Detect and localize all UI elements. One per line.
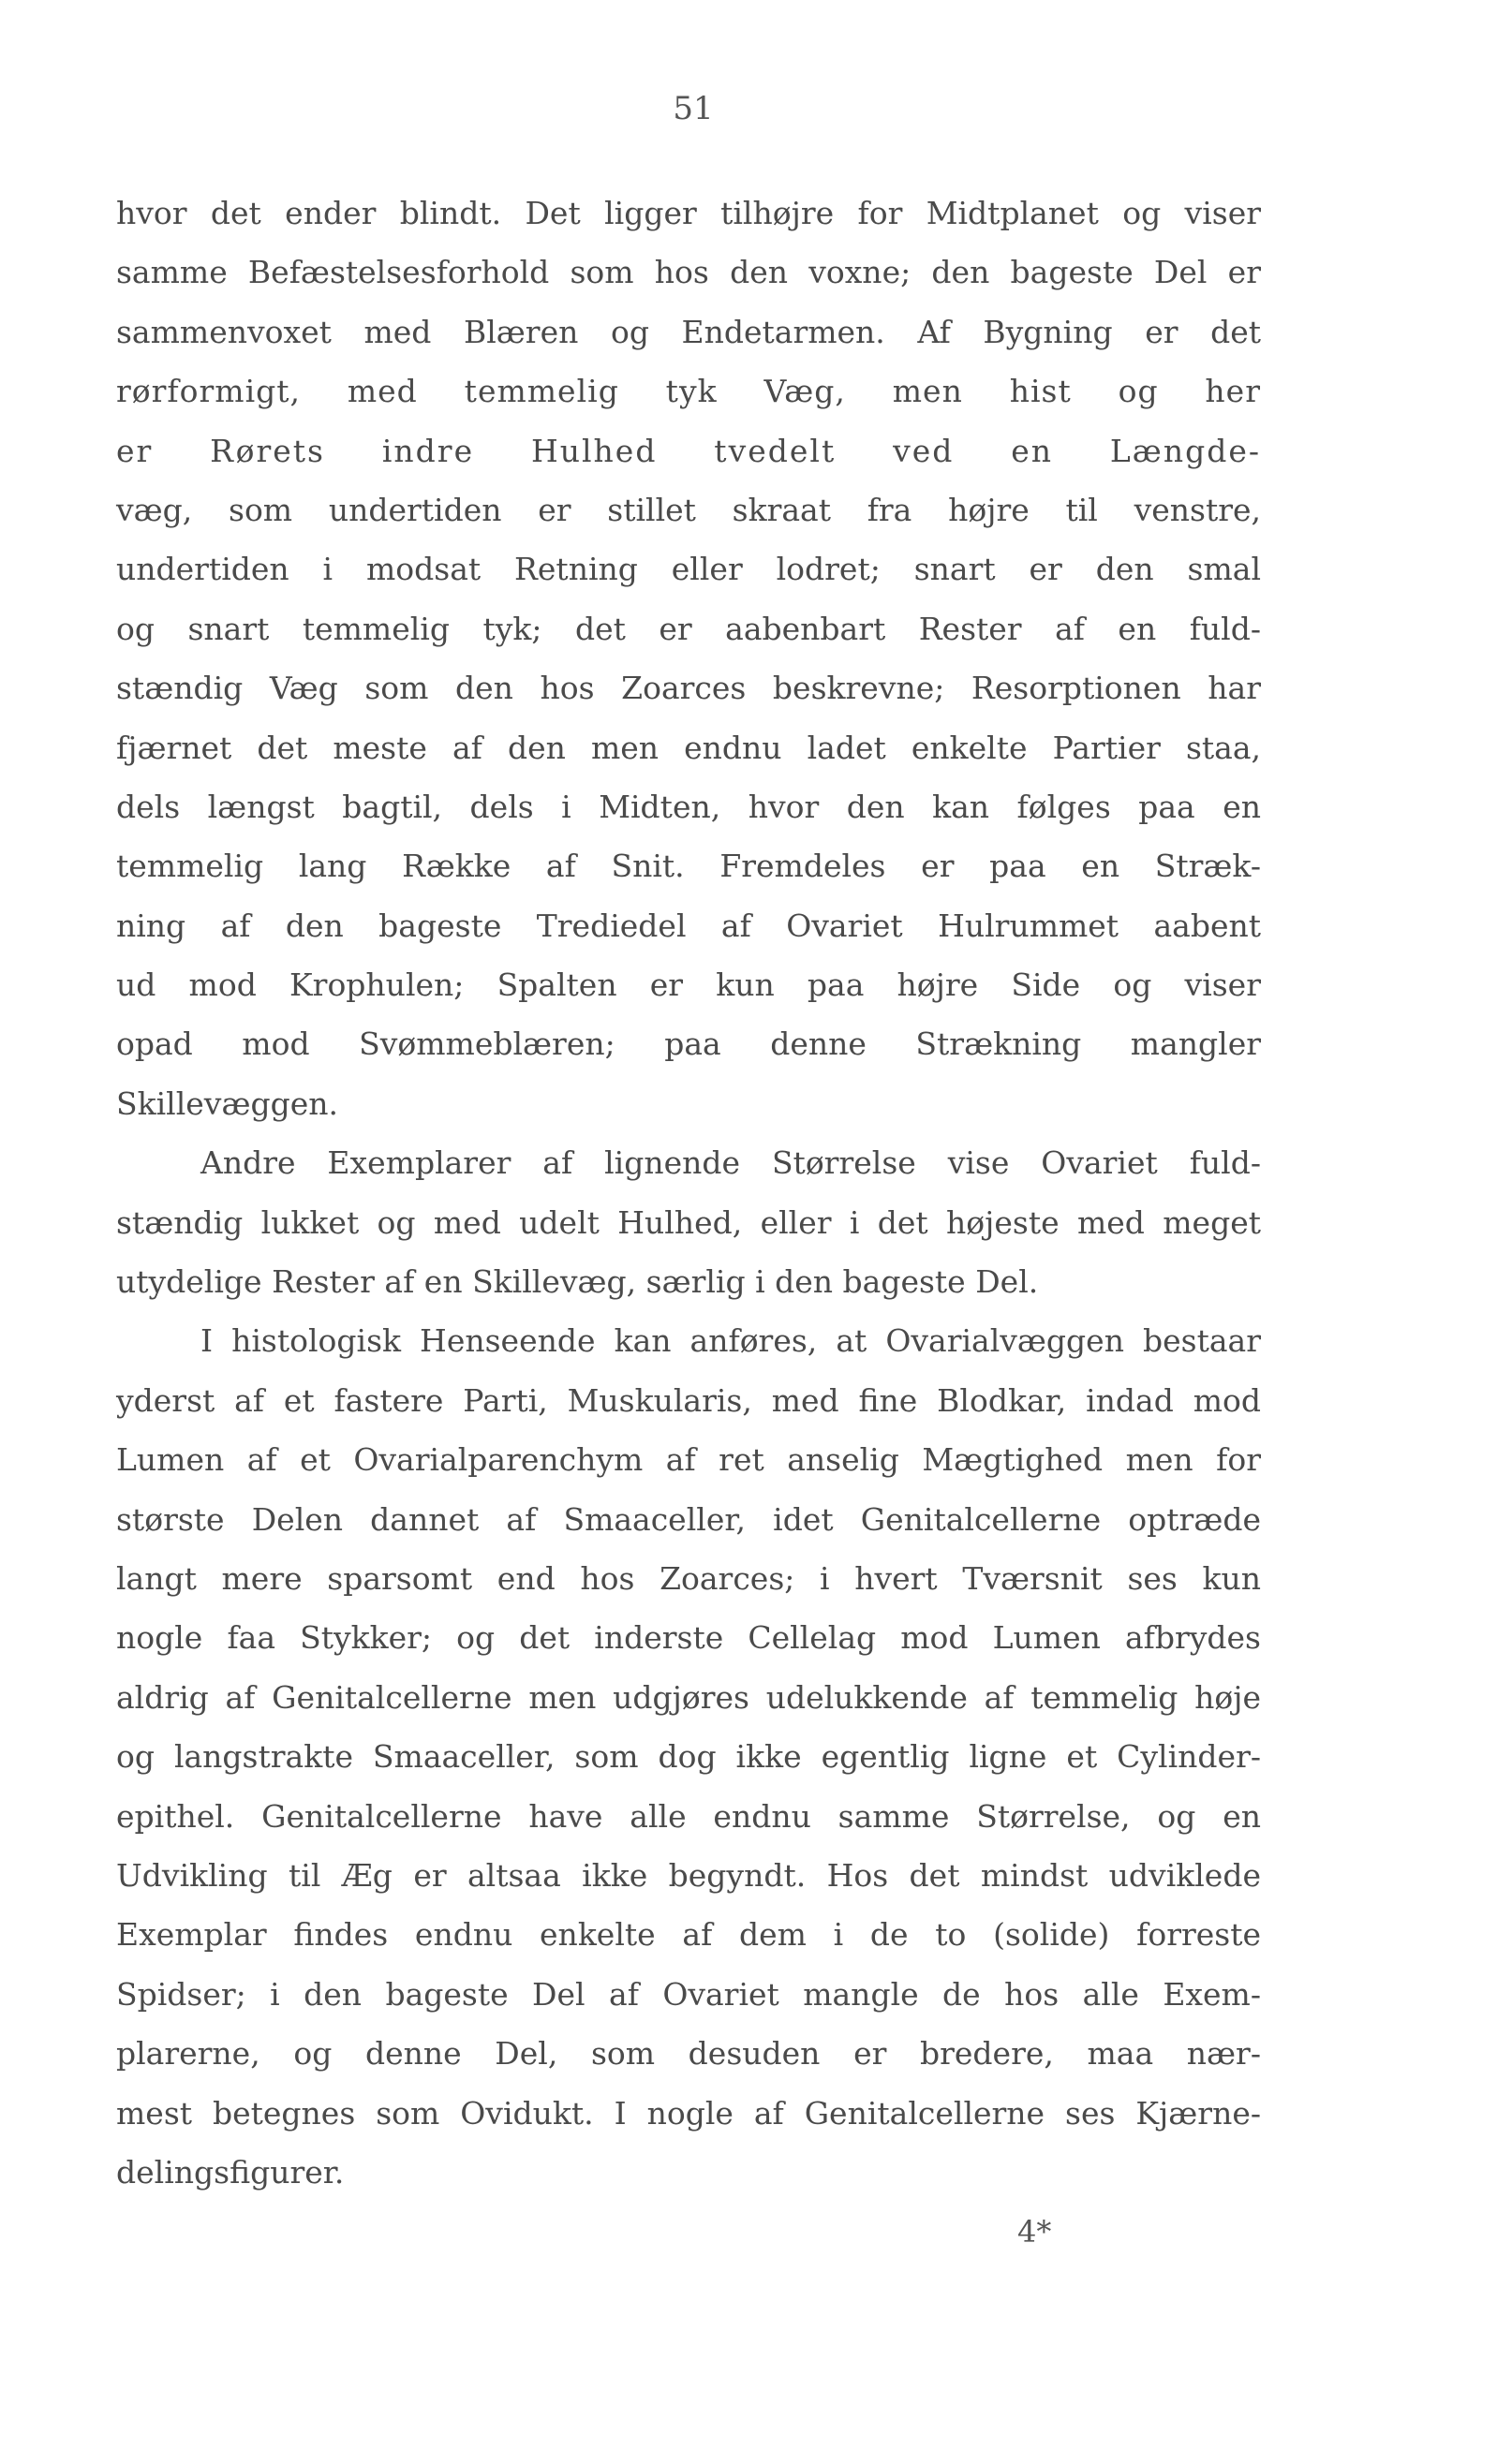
text-line: yderst af et fastere Parti, Muskularis, med fine Blodkar, indad mod: [116, 1381, 1261, 1419]
text-line: Skillevæggen.: [116, 1084, 338, 1122]
signature-mark: 4*: [1017, 2214, 1052, 2250]
text-line: væg, som undertiden er stillet skraat fra højre til venstre,: [116, 491, 1261, 528]
text-line: rørformigt, med temmelig tyk Væg, men hist og her: [116, 373, 1261, 410]
text-line: opad mod Svømmeblæren; paa denne Strækning mangler: [116, 1025, 1261, 1063]
text-line: største Delen dannet af Smaaceller, idet Genitalcellerne optræde: [116, 1500, 1261, 1538]
text-line: plarerne, og denne Del, som desuden er bredere, maa nær-: [116, 2035, 1261, 2073]
text-line: sammenvoxet med Blæren og Endetarmen. Af Bygning er det: [116, 313, 1261, 350]
text-line: ning af den bageste Trediedel af Ovariet Hulrummet aabent: [116, 907, 1261, 944]
text-line: ud mod Krophulen; Spalten er kun paa højre Side og viser: [116, 966, 1261, 1004]
text-line: fjærnet det meste af den men endnu ladet enkelte Partier staa,: [116, 729, 1261, 766]
text-line: dels længst bagtil, dels i Midten, hvor den kan følges paa en: [116, 788, 1261, 825]
text-line: Udvikling til Æg er altsaa ikke begyndt. Hos det mindst udviklede: [116, 1856, 1261, 1894]
text-line: stændig lukket og med udelt Hulhed, eller i det højeste med meget: [116, 1203, 1261, 1241]
text-line: samme Befæstelsesforhold som hos den voxne; den bageste Del er: [116, 254, 1261, 291]
text-line: I histologisk Henseende kan anføres, at Ovarialvæggen bestaar: [200, 1322, 1261, 1360]
text-line: Andre Exemplarer af lignende Størrelse vise Ovariet fuld-: [200, 1144, 1261, 1182]
text-line: Lumen af et Ovarialparenchym af ret anselig Mægtighed men for: [116, 1441, 1261, 1479]
page-number: 51: [673, 90, 714, 127]
text-line: aldrig af Genitalcellerne men udgjøres udelukkende af temmelig høje: [116, 1678, 1261, 1716]
text-line: er Rørets indre Hulhed tvedelt ved en Længde-: [116, 432, 1261, 469]
text-line: nogle faa Stykker; og det inderste Cellelag mod Lumen afbrydes: [116, 1619, 1261, 1657]
text-line: undertiden i modsat Retning eller lodret; snart er den smal: [116, 551, 1261, 588]
text-line: stændig Væg som den hos Zoarces beskrevne; Resorptionen har: [116, 670, 1261, 707]
text-line: langt mere sparsomt end hos Zoarces; i hvert Tværsnit ses kun: [116, 1559, 1261, 1597]
text-line: epithel. Genitalcellerne have alle endnu samme Størrelse, og en: [116, 1797, 1261, 1835]
text-line: Spidser; i den bageste Del af Ovariet mangle de hos alle Exem-: [116, 1975, 1261, 2013]
body-text: [116, 184, 1261, 2202]
text-line: og langstrakte Smaaceller, som dog ikke egentlig ligne et Cylinder-: [116, 1738, 1261, 1776]
text-line: og snart temmelig tyk; det er aabenbart Rester af en fuld-: [116, 610, 1261, 647]
text-line: temmelig lang Række af Snit. Fremdeles er paa en Stræk-: [116, 848, 1261, 885]
text-line: utydelige Rester af en Skillevæg, særlig i den bageste Del.: [116, 1263, 1039, 1301]
text-line: hvor det ender blindt. Det ligger tilhøjre for Midtplanet og viser: [116, 195, 1261, 231]
text-line: delingsfigurer.: [116, 2153, 345, 2191]
text-line: Exemplar findes endnu enkelte af dem i de to (solide) forreste: [116, 1916, 1261, 1954]
text-line: mest betegnes som Ovidukt. I nogle af Genitalcellerne ses Kjærne-: [116, 2094, 1261, 2132]
